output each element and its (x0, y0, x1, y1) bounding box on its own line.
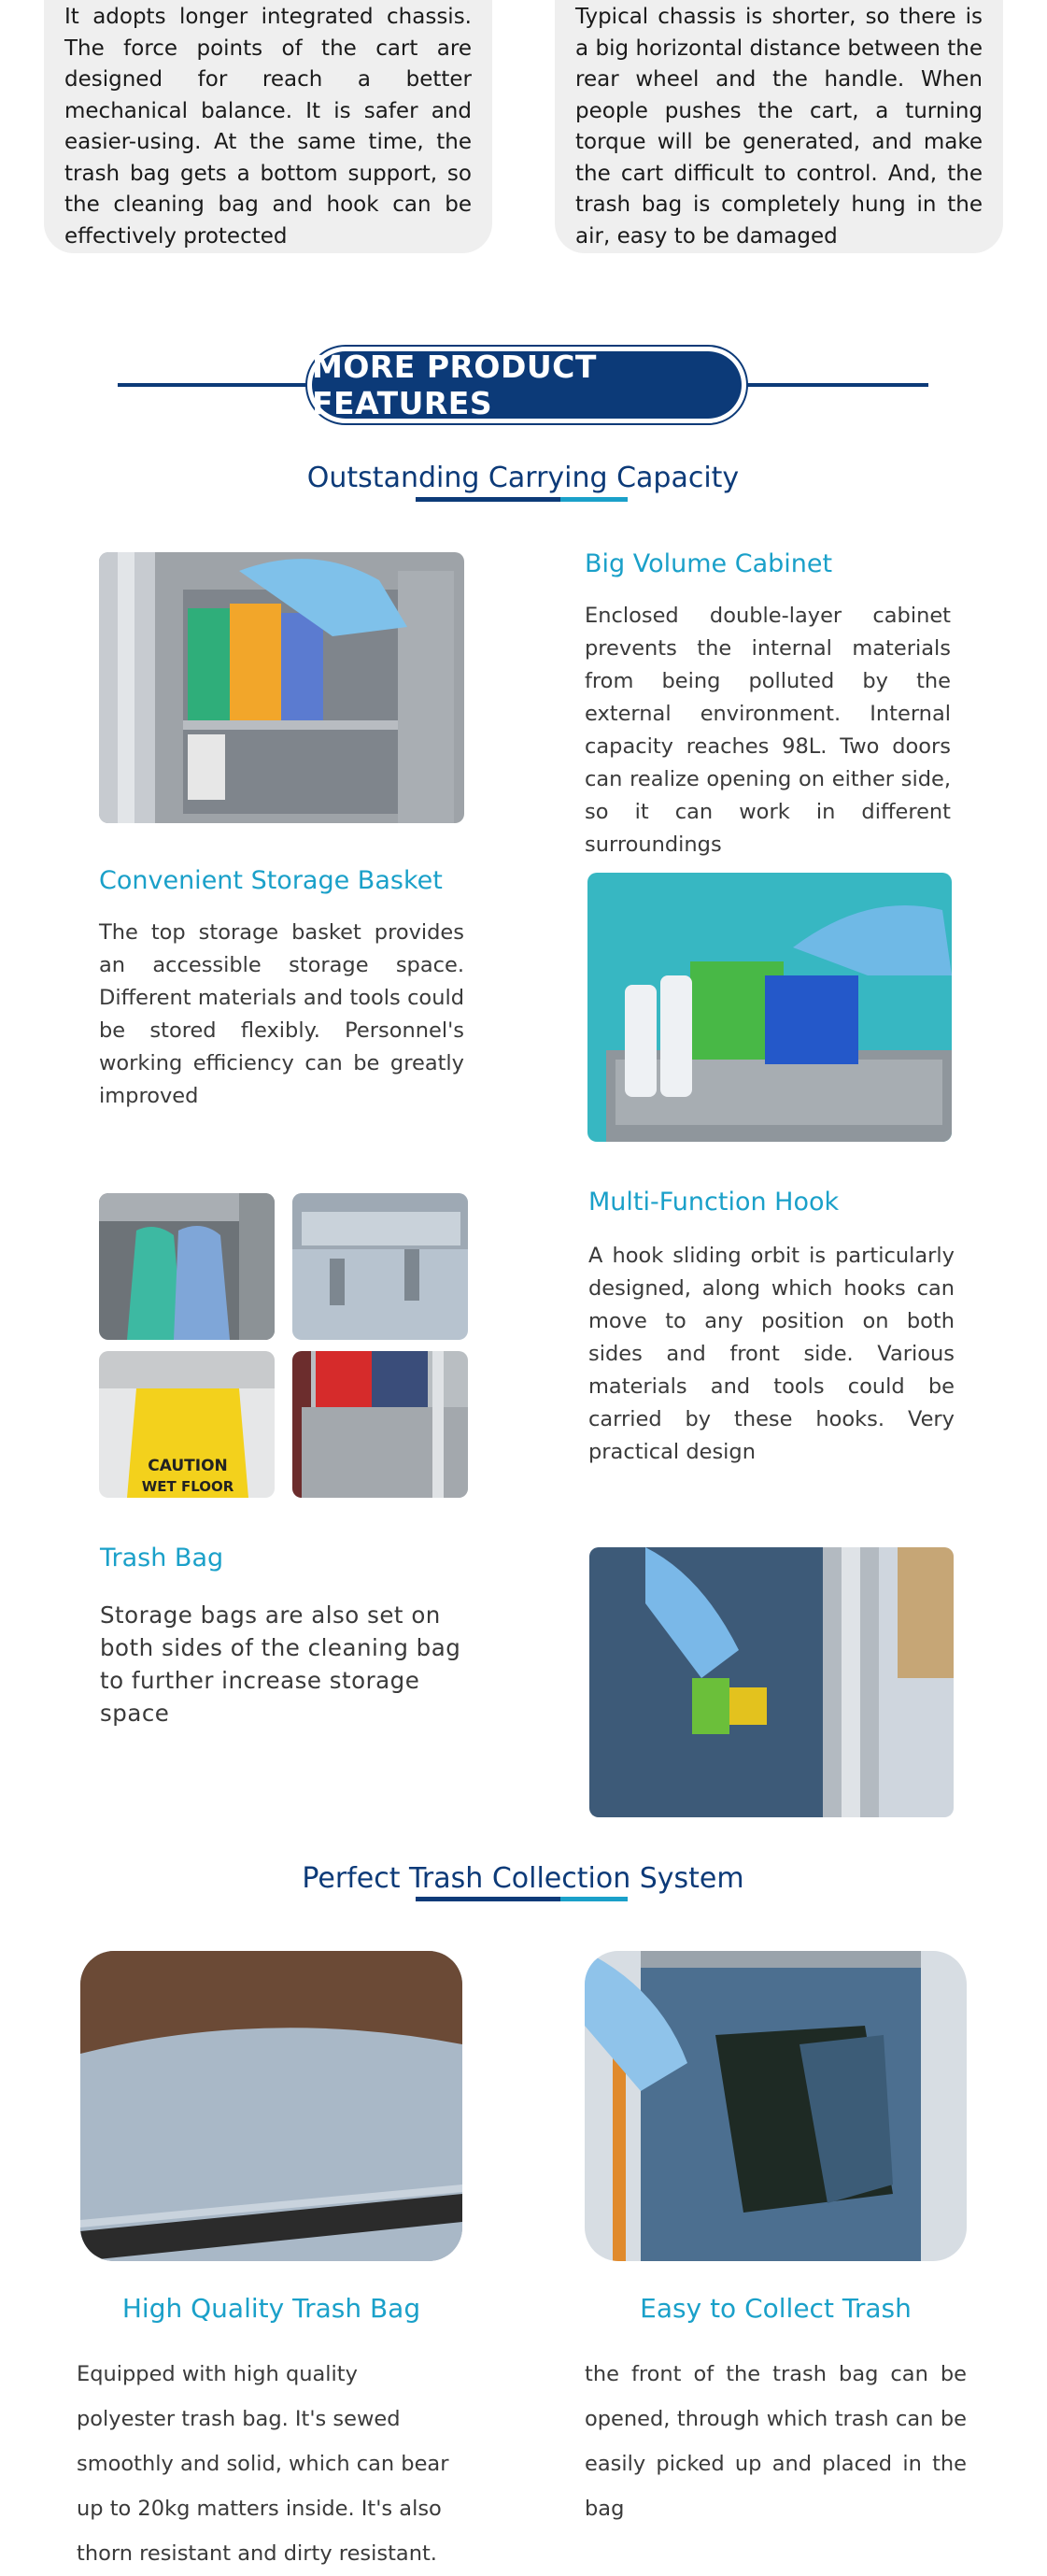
trash-bag-title: Trash Bag (100, 1544, 224, 1573)
cabinet-text: Enclosed double-layer cabinet prevents the internal materials from being polluted by the external environment. Internal capacity reaches 98L. Two doors can realize opening on either side, so it can work in different surroundings (585, 604, 951, 857)
quality-bag-text: Equipped with high quality polyester trash bag. It's sewed smoothly and solid, which can bear up to 20kg matters inside. It's also thorn resistant and dirty resistant. (77, 2362, 449, 2566)
banner-line-right (745, 383, 928, 387)
quality-bag-photo (80, 1951, 462, 2261)
svg-text:WET FLOOR: WET FLOOR (141, 1478, 234, 1495)
cabinet-title: Big Volume Cabinet (585, 549, 833, 578)
hook-text: A hook sliding orbit is particularly designed, along which hooks can move to any position on both sides and front side. Various materials and tools could be carried by these hooks. Very practical design (588, 1244, 955, 1464)
hook-photo-sign (99, 1351, 275, 1498)
sign-text: CAUTION (148, 1457, 228, 1475)
banner-title: MORE PRODUCT FEATURES (312, 351, 742, 419)
collection-underline-cyan (560, 1897, 628, 1901)
comparison-card-left (44, 0, 492, 253)
title-underline-navy (416, 497, 560, 502)
trash-bag-photo (589, 1547, 954, 1817)
collect-trash-photo (585, 1951, 967, 2261)
collection-underline-navy (416, 1897, 560, 1901)
banner-pill (305, 345, 748, 425)
collect-trash-title: Easy to Collect Trash (640, 2293, 912, 2324)
comparison-card-right (555, 0, 1003, 253)
hook-photo-rail (292, 1193, 468, 1340)
basket-text: The top storage basket provides an accessible storage space. Different materials and tools could be stored flexibly. Personnel's working efficiency can be greatly improved (99, 920, 464, 1108)
basket-title: Convenient Storage Basket (99, 866, 443, 895)
hook-photo-towels (99, 1193, 275, 1340)
trash-bag-text: Storage bags are also set on both sides of the cleaning bag to further increase storage space (100, 1601, 461, 1727)
section-title-collection: Perfect Trash Collection System (302, 1862, 744, 1895)
collect-trash-text: the front of the trash bag can be opened, through which trash can be easily picked up and placed in the bag (585, 2362, 967, 2521)
banner-line-left (118, 383, 309, 387)
quality-bag-title: High Quality Trash Bag (121, 2293, 421, 2324)
title-underline-cyan (560, 497, 628, 502)
hook-title: Multi-Function Hook (588, 1188, 840, 1217)
hook-photo-bottles (292, 1351, 468, 1498)
comparison-text-right: Typical chassis is shorter, so there is a big horizontal distance between the rear wheel and the handle. When people pushes the cart, a turning torque will be generated, and make the cart difficult to control. And, the trash bag is completely hung in the air, easy to be damaged (575, 5, 983, 249)
comparison-text-left: It adopts longer integrated chassis. The force points of the cart are designed for reach a better mechanical balance. It is safer and easier-using. At the same time, the trash bag gets a bottom support, so the cleaning bag and hook can be effectively protected (64, 5, 472, 249)
section-title-capacity: Outstanding Carrying Capacity (306, 462, 740, 494)
cabinet-photo (99, 552, 464, 823)
basket-photo (587, 873, 952, 1142)
